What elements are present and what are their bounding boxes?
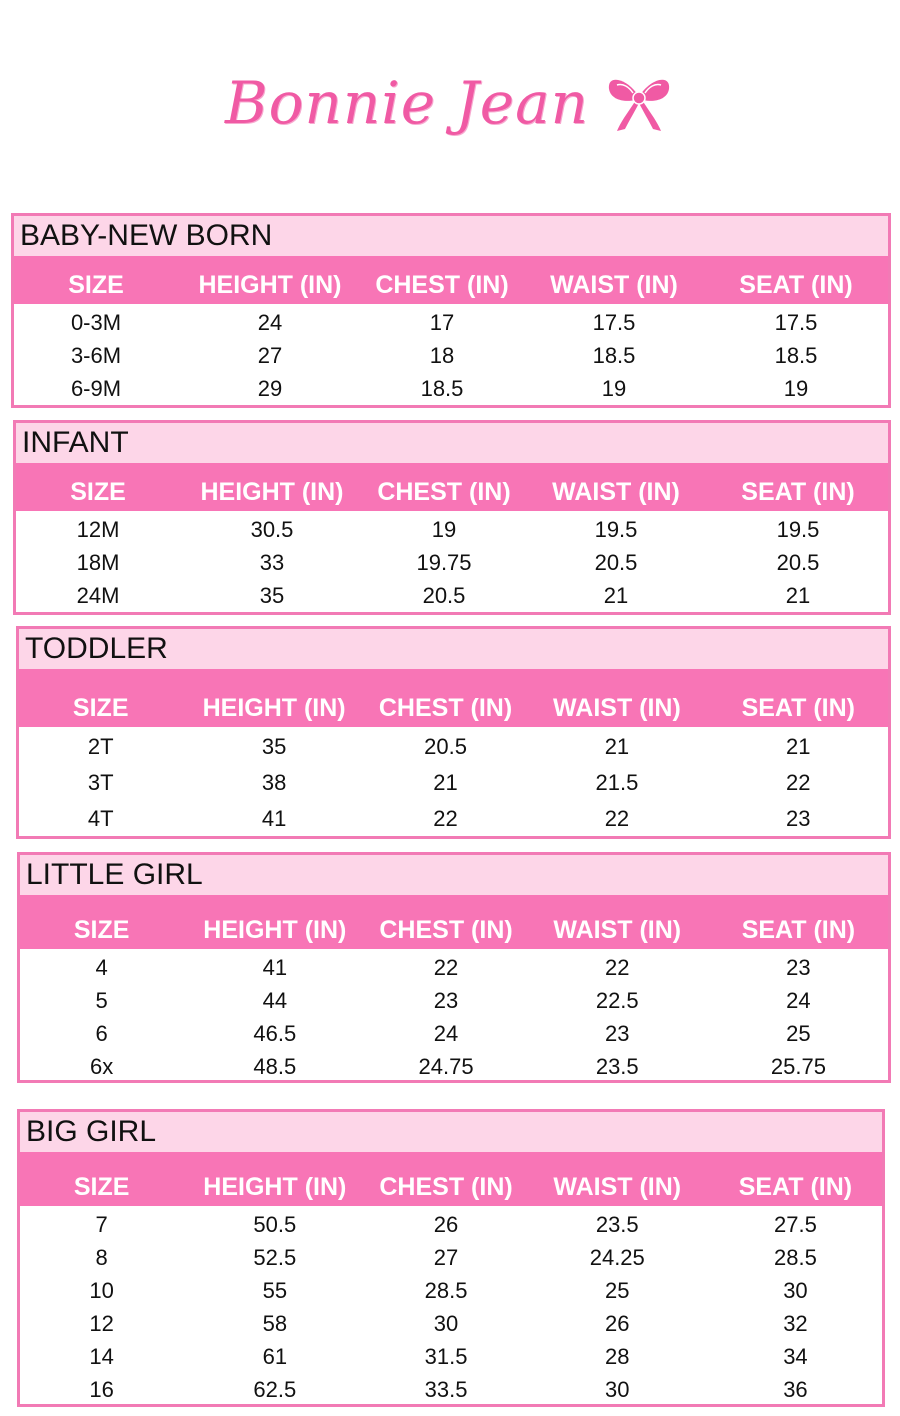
cell-size: 6: [95, 1020, 108, 1046]
cell-size: 4: [95, 954, 108, 980]
header-size: SIZE: [73, 916, 130, 944]
cell-seat: 20.5: [776, 549, 820, 575]
header-height: HEIGHT (IN): [202, 694, 346, 722]
cell-size: 5: [95, 987, 108, 1013]
cell-seat: 23: [786, 806, 811, 831]
cell-size: 8: [95, 1244, 108, 1270]
cell-seat: 19: [783, 375, 809, 401]
cell-seat: 24: [786, 987, 811, 1013]
cell-waist: 19.5: [594, 516, 638, 542]
cell-waist: 25: [605, 1277, 630, 1303]
section-title: TODDLER: [19, 629, 888, 669]
cell-height: 48.5: [253, 1053, 297, 1079]
cell-height: 33: [259, 549, 285, 575]
table-row: [16, 579, 888, 612]
table-row: [14, 306, 888, 339]
table-row: [19, 801, 888, 837]
cell-height: 58: [262, 1310, 288, 1336]
cell-chest: 24: [433, 1020, 459, 1046]
cell-seat: 22: [786, 770, 811, 795]
cell-chest: 18.5: [420, 375, 464, 401]
section-title: BIG GIRL: [20, 1112, 882, 1152]
header-height: HEIGHT (IN): [198, 271, 342, 299]
cell-waist: 22.5: [595, 987, 639, 1013]
section-title: INFANT: [16, 423, 888, 463]
cell-height: 46.5: [253, 1020, 297, 1046]
cell-waist: 30: [605, 1376, 630, 1402]
header-height: HEIGHT (IN): [203, 916, 347, 944]
cell-chest: 20.5: [424, 734, 467, 759]
cell-seat: 25: [786, 1020, 811, 1046]
cell-size: 6x: [90, 1053, 114, 1079]
header-height: HEIGHT (IN): [203, 1173, 347, 1201]
cell-waist: 23.5: [595, 1211, 639, 1237]
table-row: [16, 513, 888, 546]
cell-seat: 21: [786, 734, 811, 759]
table-row: [16, 546, 888, 579]
cell-seat: 32: [783, 1310, 808, 1336]
header-chest: CHEST (IN): [379, 916, 513, 944]
bow-icon: [603, 71, 675, 135]
cell-size: 3-6M: [70, 342, 122, 368]
header-size: SIZE: [70, 478, 126, 506]
size-table-big-girl: [17, 1109, 885, 1407]
cell-chest: 22: [433, 954, 459, 980]
header-chest: CHEST (IN): [375, 271, 509, 299]
table-row: [20, 1274, 882, 1307]
table-header-row: [20, 895, 888, 949]
cell-height: 55: [262, 1277, 288, 1303]
header-height: HEIGHT (IN): [200, 478, 344, 506]
cell-seat: 30: [783, 1277, 808, 1303]
cell-seat: 17.5: [774, 309, 818, 335]
cell-waist: 28: [605, 1343, 630, 1369]
cell-height: 27: [257, 342, 283, 368]
cell-chest: 20.5: [422, 582, 466, 608]
cell-seat: 27.5: [774, 1211, 817, 1237]
cell-chest: 17: [429, 309, 455, 335]
size-table-toddler: [16, 626, 891, 839]
table-row: [20, 1050, 888, 1083]
cell-height: 62.5: [253, 1376, 297, 1402]
cell-size: 3T: [87, 770, 114, 795]
cell-chest: 33.5: [424, 1376, 468, 1402]
cell-waist: 22: [605, 954, 630, 980]
cell-chest: 19.75: [416, 549, 472, 575]
header-waist: WAIST (IN): [553, 916, 682, 944]
cell-size: 2T: [87, 734, 114, 759]
size-table-little-girl: [17, 852, 891, 1083]
cell-height: 30.5: [250, 516, 294, 542]
cell-waist: 18.5: [592, 342, 636, 368]
cell-seat: 19.5: [776, 516, 820, 542]
brand-logo: [0, 58, 900, 148]
table-row: [20, 1017, 888, 1050]
cell-chest: 26: [433, 1211, 459, 1237]
cell-chest: 21: [433, 770, 458, 795]
header-waist: WAIST (IN): [550, 271, 678, 299]
header-chest: CHEST (IN): [378, 694, 513, 722]
header-seat: SEAT (IN): [739, 271, 853, 299]
cell-height: 38: [261, 770, 287, 795]
header-chest: CHEST (IN): [379, 1173, 513, 1201]
cell-chest: 24.75: [418, 1053, 474, 1079]
cell-waist: 23.5: [595, 1053, 639, 1079]
size-table-infant: [13, 420, 891, 615]
table-row: [20, 1307, 882, 1340]
cell-chest: 23: [433, 987, 459, 1013]
cell-chest: 19: [431, 516, 457, 542]
cell-chest: 22: [433, 806, 458, 831]
header-size: SIZE: [72, 694, 129, 722]
table-row: [20, 1208, 882, 1241]
cell-size: 4T: [87, 806, 114, 831]
header-seat: SEAT (IN): [741, 478, 855, 506]
table-row: [20, 1241, 882, 1274]
cell-chest: 18: [429, 342, 455, 368]
cell-seat: 25.75: [770, 1053, 826, 1079]
cell-seat: 28.5: [774, 1244, 817, 1270]
cell-size: 12: [89, 1310, 114, 1336]
cell-height: 35: [261, 734, 287, 759]
header-seat: SEAT (IN): [738, 1173, 853, 1201]
header-size: SIZE: [73, 1173, 130, 1201]
cell-waist: 26: [605, 1310, 630, 1336]
cell-chest: 30: [433, 1310, 459, 1336]
cell-size: 10: [89, 1277, 114, 1303]
cell-height: 41: [262, 954, 288, 980]
cell-waist: 23: [605, 1020, 630, 1046]
cell-waist: 21: [603, 582, 629, 608]
cell-size: 18M: [76, 549, 120, 575]
header-seat: SEAT (IN): [741, 916, 856, 944]
cell-waist: 21.5: [595, 770, 639, 795]
table-row: [14, 372, 888, 405]
cell-seat: 18.5: [774, 342, 818, 368]
section-title: LITTLE GIRL: [20, 855, 888, 895]
cell-height: 44: [262, 987, 288, 1013]
cell-waist: 19: [601, 375, 627, 401]
cell-waist: 17.5: [592, 309, 636, 335]
table-row: [20, 1373, 882, 1406]
cell-chest: 27: [433, 1244, 459, 1270]
cell-waist: 24.25: [589, 1244, 645, 1270]
table-row: [19, 765, 888, 801]
cell-height: 24: [257, 309, 283, 335]
cell-height: 41: [261, 806, 287, 831]
cell-size: 24M: [76, 582, 120, 608]
header-size: SIZE: [68, 271, 124, 299]
cell-seat: 34: [783, 1343, 808, 1369]
cell-seat: 36: [783, 1376, 808, 1402]
cell-height: 61: [262, 1343, 288, 1369]
cell-height: 50.5: [253, 1211, 297, 1237]
cell-seat: 21: [785, 582, 811, 608]
logo-text: Bonnie Jean: [224, 69, 590, 137]
header-chest: CHEST (IN): [377, 478, 511, 506]
table-row: [20, 951, 888, 984]
cell-waist: 20.5: [594, 549, 638, 575]
header-seat: SEAT (IN): [741, 694, 855, 722]
cell-waist: 21: [604, 734, 630, 759]
header-waist: WAIST (IN): [552, 478, 680, 506]
cell-seat: 23: [786, 954, 811, 980]
cell-waist: 22: [604, 806, 630, 831]
cell-size: 16: [89, 1376, 114, 1402]
cell-size: 0-3M: [70, 309, 122, 335]
cell-size: 14: [89, 1343, 114, 1369]
table-header-row: [19, 669, 888, 727]
header-waist: WAIST (IN): [553, 1173, 682, 1201]
header-waist: WAIST (IN): [553, 694, 681, 722]
cell-chest: 31.5: [424, 1343, 468, 1369]
cell-size: 7: [95, 1211, 108, 1237]
table-header-row: [20, 1152, 882, 1206]
table-header-row: [16, 463, 888, 511]
size-table-baby-new-born: [11, 213, 891, 408]
table-row: [14, 339, 888, 372]
cell-height: 35: [259, 582, 285, 608]
cell-height: 52.5: [253, 1244, 297, 1270]
table-header-row: [14, 256, 888, 304]
cell-size: 12M: [76, 516, 120, 542]
section-title: BABY-NEW BORN: [14, 216, 888, 256]
table-row: [19, 729, 888, 765]
cell-chest: 28.5: [424, 1277, 468, 1303]
table-row: [20, 1340, 882, 1373]
cell-size: 6-9M: [70, 375, 122, 401]
table-row: [20, 984, 888, 1017]
cell-height: 29: [257, 375, 283, 401]
